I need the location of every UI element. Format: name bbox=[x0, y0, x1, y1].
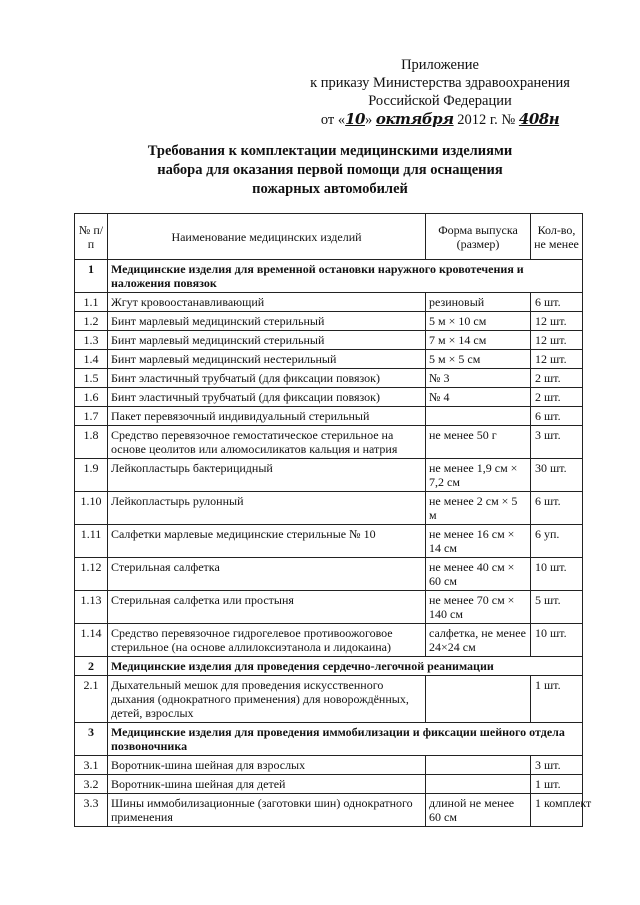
item-quantity: 6 шт. bbox=[531, 407, 583, 426]
section-row bbox=[75, 657, 583, 676]
item-form: № 3 bbox=[426, 369, 531, 388]
header-order-ref: к приказу Министерства здравоохранения bbox=[310, 75, 570, 91]
row-number: 1.11 bbox=[75, 525, 108, 558]
item-quantity: 1 шт. bbox=[531, 775, 583, 794]
row-number: 1.2 bbox=[75, 312, 108, 331]
table-row bbox=[75, 293, 583, 312]
item-quantity: 30 шт. bbox=[531, 459, 583, 492]
item-form: не менее 1,9 см × 7,2 см bbox=[426, 459, 531, 492]
row-number: 1.1 bbox=[75, 293, 108, 312]
header-date-line bbox=[270, 110, 610, 129]
item-quantity: 2 шт. bbox=[531, 369, 583, 388]
title-line-2: набора для оказания первой помощи для оснащения bbox=[157, 162, 503, 178]
requirements-table bbox=[74, 213, 592, 827]
date-month-handwritten: октября bbox=[375, 110, 454, 128]
item-quantity: 1 комплект bbox=[531, 794, 583, 827]
table-row bbox=[75, 794, 583, 827]
item-form: не менее 50 г bbox=[426, 426, 531, 459]
item-form: резиновый bbox=[426, 293, 531, 312]
item-name: Средство перевязочное гемостатическое стерильное на основе цеолитов или алюмосиликатов кальция и натрия bbox=[108, 426, 426, 459]
section-row bbox=[75, 723, 583, 756]
row-number: 1.5 bbox=[75, 369, 108, 388]
table-row bbox=[75, 459, 583, 492]
table-row bbox=[75, 388, 583, 407]
item-quantity: 3 шт. bbox=[531, 756, 583, 775]
table-header-row bbox=[75, 214, 583, 260]
item-form bbox=[426, 407, 531, 426]
header-form: Форма выпуска (размер) bbox=[426, 214, 531, 260]
item-name: Бинт марлевый медицинский стерильный bbox=[108, 312, 426, 331]
item-quantity: 5 шт. bbox=[531, 591, 583, 624]
date-day-handwritten: 10 bbox=[345, 110, 365, 128]
item-form bbox=[426, 676, 531, 723]
table-row bbox=[75, 775, 583, 794]
table-row bbox=[75, 426, 583, 459]
item-quantity: 6 шт. bbox=[531, 492, 583, 525]
item-form: не менее 2 см × 5 м bbox=[426, 492, 531, 525]
table-row bbox=[75, 624, 583, 657]
row-number: 1.9 bbox=[75, 459, 108, 492]
doc-number-handwritten: 408н bbox=[518, 110, 560, 128]
row-number: 1.3 bbox=[75, 331, 108, 350]
section-title: Медицинские изделия для проведения сердечно-легочной реанимации bbox=[108, 657, 583, 676]
item-name: Бинт марлевый медицинский стерильный bbox=[108, 331, 426, 350]
item-quantity: 10 шт. bbox=[531, 624, 583, 657]
item-quantity: 12 шт. bbox=[531, 312, 583, 331]
item-name: Лейкопластырь бактерицидный bbox=[108, 459, 426, 492]
row-number: 1.7 bbox=[75, 407, 108, 426]
row-number: 1.10 bbox=[75, 492, 108, 525]
table-row bbox=[75, 350, 583, 369]
date-prefix: от « bbox=[320, 112, 346, 128]
item-form: 5 м × 10 см bbox=[426, 312, 531, 331]
item-name: Лейкопластырь рулонный bbox=[108, 492, 426, 525]
header-country: Российской Федерации bbox=[368, 93, 512, 109]
table-row bbox=[75, 492, 583, 525]
row-number: 1.13 bbox=[75, 591, 108, 624]
header-num: № п/п bbox=[75, 214, 108, 260]
item-quantity: 6 уп. bbox=[531, 525, 583, 558]
item-name: Дыхательный мешок для проведения искусственного дыхания (однократного применения) для новорождённых, детей, взрослых bbox=[108, 676, 426, 723]
item-name: Жгут кровоостанавливающий bbox=[108, 293, 426, 312]
item-name: Пакет перевязочный индивидуальный стерильный bbox=[108, 407, 426, 426]
item-name: Салфетки марлевые медицинские стерильные № 10 bbox=[108, 525, 426, 558]
table-row bbox=[75, 756, 583, 775]
item-form: не менее 70 см × 140 см bbox=[426, 591, 531, 624]
row-number: 3.1 bbox=[75, 756, 108, 775]
item-form: № 4 bbox=[426, 388, 531, 407]
row-number: 1.8 bbox=[75, 426, 108, 459]
row-number: 1.4 bbox=[75, 350, 108, 369]
item-name: Воротник-шина шейная для детей bbox=[108, 775, 426, 794]
section-title: Медицинские изделия для временной остановки наружного кровотечения и наложения повязок bbox=[108, 260, 583, 293]
header-appendix-label: Приложение bbox=[401, 57, 479, 73]
item-quantity: 3 шт. bbox=[531, 426, 583, 459]
title-line-3: пожарных автомобилей bbox=[252, 181, 408, 197]
item-form: салфетка, не менее 24×24 см bbox=[426, 624, 531, 657]
item-name: Бинт марлевый медицинский нестерильный bbox=[108, 350, 426, 369]
table-row bbox=[75, 312, 583, 331]
row-number: 1 bbox=[75, 260, 108, 293]
item-form bbox=[426, 756, 531, 775]
item-name: Стерильная салфетка bbox=[108, 558, 426, 591]
item-quantity: 1 шт. bbox=[531, 676, 583, 723]
item-quantity: 6 шт. bbox=[531, 293, 583, 312]
table-body bbox=[75, 260, 592, 827]
row-number: 1.14 bbox=[75, 624, 108, 657]
table-row bbox=[75, 591, 583, 624]
document-title bbox=[110, 142, 550, 199]
item-form: не менее 16 см × 14 см bbox=[426, 525, 531, 558]
date-mid: » bbox=[365, 112, 373, 128]
table-row bbox=[75, 331, 583, 350]
table-row bbox=[75, 558, 583, 591]
item-name: Воротник-шина шейная для взрослых bbox=[108, 756, 426, 775]
table-row bbox=[75, 525, 583, 558]
item-name: Шины иммобилизационные (заготовки шин) однократного применения bbox=[108, 794, 426, 827]
item-quantity: 12 шт. bbox=[531, 331, 583, 350]
header-name: Наименование медицинских изделий bbox=[108, 214, 426, 260]
row-number: 3.3 bbox=[75, 794, 108, 827]
row-number: 3.2 bbox=[75, 775, 108, 794]
item-name: Средство перевязочное гидрогелевое противоожоговое стерильное (на основе аллилоксиэтанола и лидокаина) bbox=[108, 624, 426, 657]
row-number: 3 bbox=[75, 723, 108, 756]
table-row bbox=[75, 369, 583, 388]
row-number: 2 bbox=[75, 657, 108, 676]
item-name: Стерильная салфетка или простыня bbox=[108, 591, 426, 624]
row-number: 1.12 bbox=[75, 558, 108, 591]
section-title: Медицинские изделия для проведения иммобилизации и фиксации шейного отдела позвоночника bbox=[108, 723, 583, 756]
item-form: 7 м × 14 см bbox=[426, 331, 531, 350]
table-row bbox=[75, 407, 583, 426]
table-row bbox=[75, 676, 583, 723]
section-row bbox=[75, 260, 583, 293]
header-qty: Кол-во, не менее bbox=[531, 214, 583, 260]
item-quantity: 12 шт. bbox=[531, 350, 583, 369]
item-form: не менее 40 см × 60 см bbox=[426, 558, 531, 591]
item-form: длиной не менее 60 см bbox=[426, 794, 531, 827]
item-form bbox=[426, 775, 531, 794]
item-quantity: 2 шт. bbox=[531, 388, 583, 407]
item-name: Бинт эластичный трубчатый (для фиксации повязок) bbox=[108, 369, 426, 388]
item-quantity: 10 шт. bbox=[531, 558, 583, 591]
item-form: 5 м × 5 см bbox=[426, 350, 531, 369]
row-number: 1.6 bbox=[75, 388, 108, 407]
date-year: 2012 г. № bbox=[457, 112, 516, 128]
row-number: 2.1 bbox=[75, 676, 108, 723]
title-line-1: Требования к комплектации медицинскими изделиями bbox=[147, 143, 513, 159]
appendix-header bbox=[270, 56, 610, 129]
item-name: Бинт эластичный трубчатый (для фиксации повязок) bbox=[108, 388, 426, 407]
